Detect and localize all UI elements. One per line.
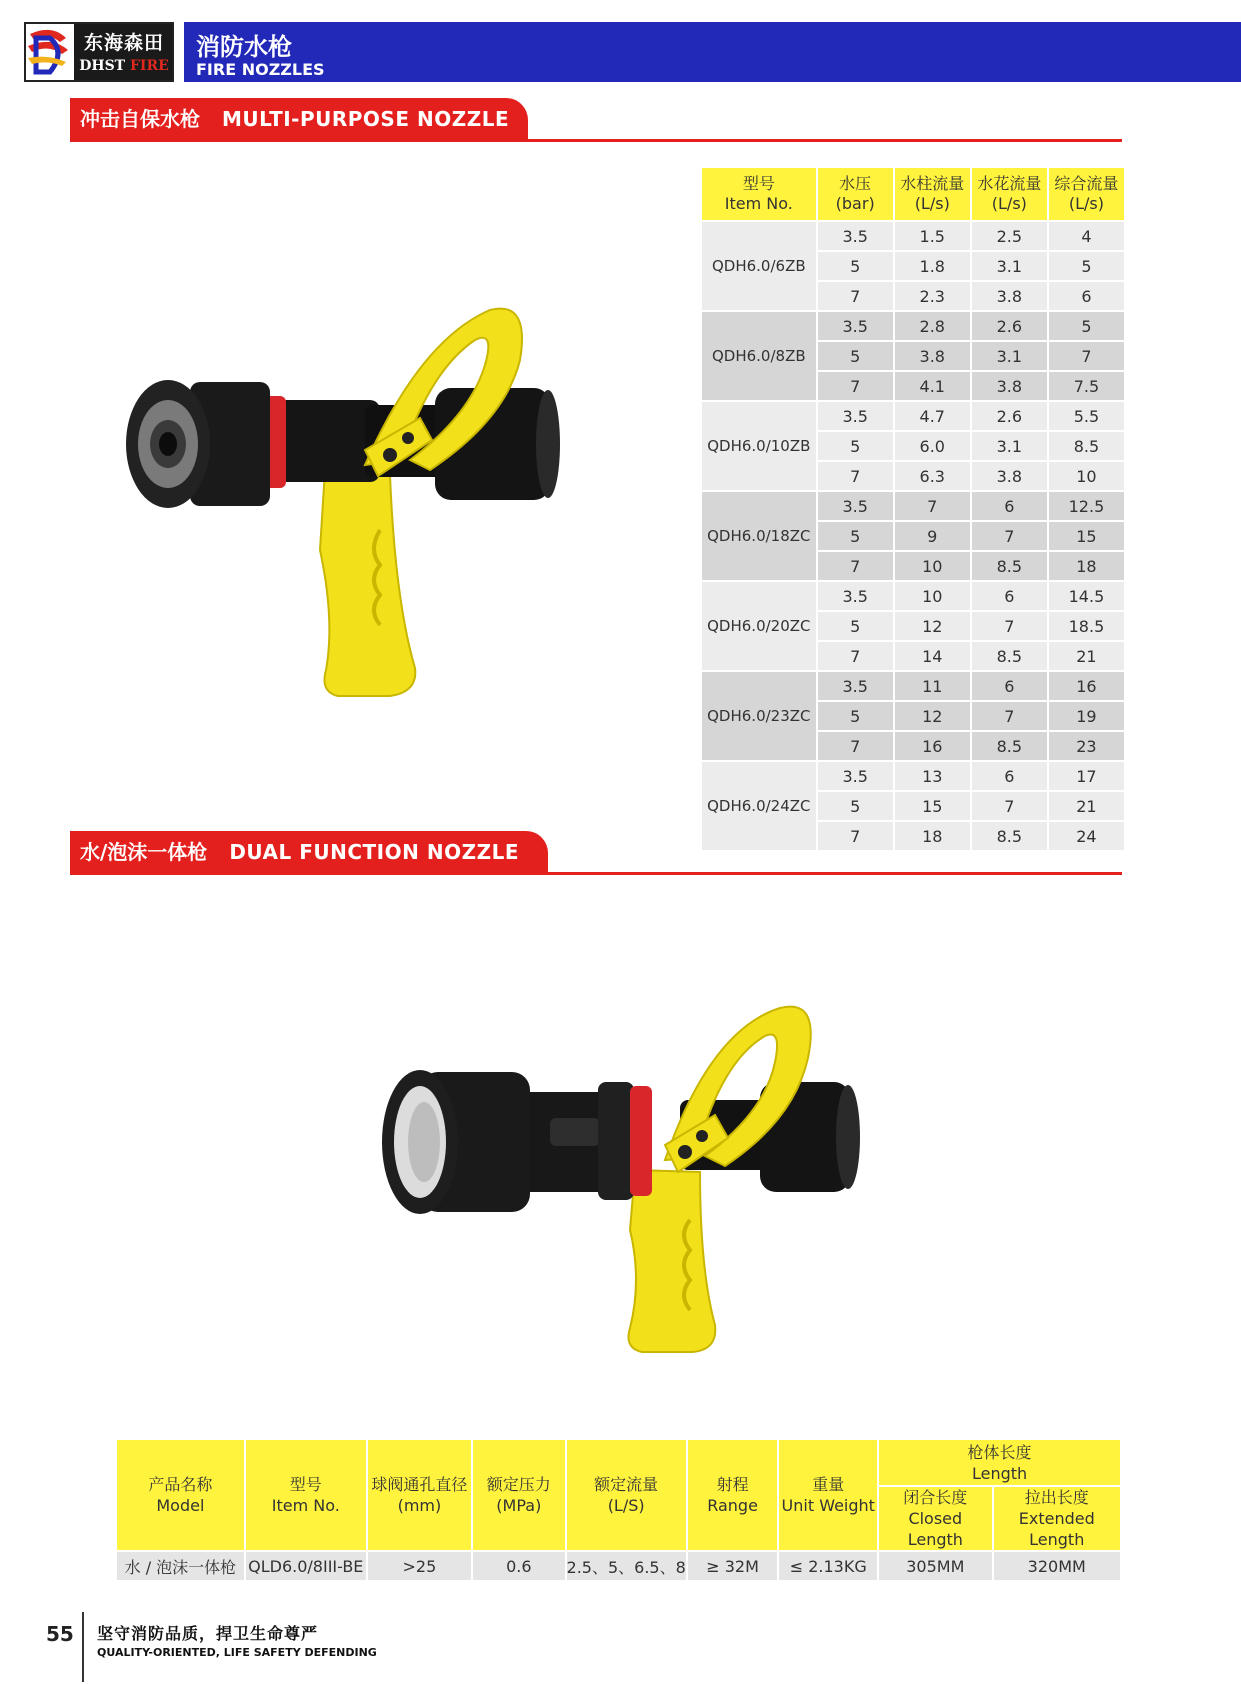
header-text-en: (L/S) <box>607 1496 645 1515</box>
col-header-pressure <box>473 1440 564 1550</box>
footer-slogan-cn: 坚守消防品质，捍卫生命尊严 <box>97 1624 319 1643</box>
section2-title-en: DUAL FUNCTION NOZZLE <box>229 840 519 864</box>
cell-closed-length: 305MM <box>879 1552 991 1580</box>
cell-weight: ≤ 2.13KG <box>779 1552 877 1580</box>
cell-jet-flow: 3.8 <box>895 342 970 370</box>
col-header-extended-length <box>994 1487 1121 1550</box>
col-header-spray-flow <box>972 168 1047 220</box>
cell-combined-flow: 24 <box>1049 822 1124 850</box>
cell-jet-flow: 10 <box>895 582 970 610</box>
cell-pressure: 7 <box>818 642 893 670</box>
cell-item-no: QDH6.0/10ZB <box>702 402 816 490</box>
cell-item-no: QDH6.0/18ZC <box>702 492 816 580</box>
col-header-item-no <box>246 1440 366 1550</box>
cell-spray-flow: 3.1 <box>972 252 1047 280</box>
footer-slogan-en: QUALITY-ORIENTED, LIFE SAFETY DEFENDING <box>97 1646 377 1659</box>
cell-pressure: 5 <box>818 792 893 820</box>
cell-spray-flow: 6 <box>972 492 1047 520</box>
table-row <box>702 402 1124 430</box>
col-header-model <box>117 1440 244 1550</box>
cell-spray-flow: 7 <box>972 522 1047 550</box>
logo-en-part-a: DHST <box>79 58 126 74</box>
cell-jet-flow: 18 <box>895 822 970 850</box>
cell-pressure: 3.5 <box>818 582 893 610</box>
col-header-bore <box>368 1440 471 1550</box>
cell-combined-flow: 5 <box>1049 312 1124 340</box>
cell-combined-flow: 6 <box>1049 282 1124 310</box>
cell-pressure: 3.5 <box>818 492 893 520</box>
table-header-row <box>702 168 1124 220</box>
cell-pressure: 5 <box>818 522 893 550</box>
cell-pressure: 0.6 <box>473 1552 564 1580</box>
cell-spray-flow: 3.8 <box>972 282 1047 310</box>
multi-purpose-spec-table <box>700 166 1126 852</box>
logo-en-part-b: FIRE <box>129 58 169 74</box>
cell-jet-flow: 13 <box>895 762 970 790</box>
cell-pressure: 3.5 <box>818 672 893 700</box>
table-row <box>702 312 1124 340</box>
cell-spray-flow: 6 <box>972 762 1047 790</box>
cell-jet-flow: 1.5 <box>895 222 970 250</box>
page-title-cn: 消防水枪 <box>196 33 292 61</box>
col-header-combined-flow <box>1049 168 1124 220</box>
logo-chinese-text: 东海森田 <box>83 32 164 54</box>
header-text-cn: 射程 <box>716 1475 749 1494</box>
cell-pressure: 5 <box>818 252 893 280</box>
cell-combined-flow: 21 <box>1049 642 1124 670</box>
cell-item-no: QDH6.0/24ZC <box>702 762 816 850</box>
cell-jet-flow: 12 <box>895 612 970 640</box>
col-header-range <box>688 1440 778 1550</box>
header-text-en: Range <box>707 1496 758 1515</box>
cell-combined-flow: 12.5 <box>1049 492 1124 520</box>
cell-combined-flow: 7.5 <box>1049 372 1124 400</box>
header-text-cn: 型号 <box>742 174 775 193</box>
cell-spray-flow: 3.8 <box>972 462 1047 490</box>
cell-spray-flow: 7 <box>972 612 1047 640</box>
table-row <box>702 762 1124 790</box>
header-text-en: Closed Length <box>907 1509 963 1549</box>
cell-combined-flow: 17 <box>1049 762 1124 790</box>
logo-emblem-icon <box>26 24 74 80</box>
cell-pressure: 5 <box>818 432 893 460</box>
footer-divider <box>82 1612 84 1682</box>
table-row <box>117 1552 1120 1580</box>
cell-pressure: 3.5 <box>818 312 893 340</box>
header-text-cn: 额定压力 <box>486 1475 551 1494</box>
cell-spray-flow: 3.1 <box>972 432 1047 460</box>
table-row <box>702 222 1124 250</box>
col-header-closed-length <box>879 1487 991 1550</box>
cell-combined-flow: 8.5 <box>1049 432 1124 460</box>
header-text-en: Unit Weight <box>781 1496 875 1515</box>
cell-spray-flow: 8.5 <box>972 552 1047 580</box>
cell-extended-length: 320MM <box>994 1552 1121 1580</box>
cell-spray-flow: 7 <box>972 792 1047 820</box>
header-text-en: Extended Length <box>1018 1509 1095 1549</box>
cell-jet-flow: 10 <box>895 552 970 580</box>
header-text-cn: 闭合长度 <box>903 1488 968 1507</box>
cell-pressure: 5 <box>818 612 893 640</box>
cell-spray-flow: 2.5 <box>972 222 1047 250</box>
cell-pressure: 3.5 <box>818 762 893 790</box>
section-title-multi-purpose <box>70 98 528 140</box>
section1-title-cn: 冲击自保水枪 <box>80 107 200 131</box>
header-text-en: (L/s) <box>991 194 1027 213</box>
header-text-cn: 产品名称 <box>148 1475 213 1494</box>
cell-pressure: 7 <box>818 282 893 310</box>
section2-rule <box>70 872 1122 875</box>
cell-jet-flow: 2.3 <box>895 282 970 310</box>
header-text-cn: 综合流量 <box>1054 174 1119 193</box>
section1-title-en: MULTI-PURPOSE NOZZLE <box>222 107 510 131</box>
cell-jet-flow: 7 <box>895 492 970 520</box>
header-bar <box>184 22 1241 82</box>
section-title-dual-function <box>70 831 548 873</box>
col-header-jet-flow <box>895 168 970 220</box>
header-text-en: (mm) <box>397 1496 442 1515</box>
dual-function-nozzle-image <box>380 1000 870 1360</box>
cell-combined-flow: 19 <box>1049 702 1124 730</box>
cell-pressure: 7 <box>818 822 893 850</box>
header-text-cn: 重量 <box>812 1475 845 1494</box>
cell-spray-flow: 2.6 <box>972 402 1047 430</box>
cell-combined-flow: 18 <box>1049 552 1124 580</box>
header-text-cn: 拉出长度 <box>1024 1488 1089 1507</box>
cell-spray-flow: 6 <box>972 672 1047 700</box>
header-text-cn: 球阀通孔直径 <box>371 1475 468 1494</box>
col-header-flow <box>567 1440 686 1550</box>
page-title-en: FIRE NOZZLES <box>196 60 325 79</box>
cell-spray-flow: 3.8 <box>972 372 1047 400</box>
cell-combined-flow: 16 <box>1049 672 1124 700</box>
col-header-item-no <box>702 168 816 220</box>
cell-jet-flow: 12 <box>895 702 970 730</box>
section2-title-cn: 水/泡沫一体枪 <box>80 840 208 864</box>
col-header-length <box>879 1440 1120 1485</box>
cell-jet-flow: 2.8 <box>895 312 970 340</box>
cell-jet-flow: 11 <box>895 672 970 700</box>
cell-spray-flow: 8.5 <box>972 642 1047 670</box>
cell-spray-flow: 8.5 <box>972 732 1047 760</box>
table-row <box>702 672 1124 700</box>
header-text-en: (L/s) <box>914 194 950 213</box>
cell-pressure: 5 <box>818 702 893 730</box>
header-text-cn: 枪体长度 <box>967 1442 1032 1462</box>
company-logo <box>24 22 174 82</box>
cell-combined-flow: 15 <box>1049 522 1124 550</box>
logo-english-text <box>76 58 172 78</box>
cell-combined-flow: 21 <box>1049 792 1124 820</box>
cell-item-no: QDH6.0/8ZB <box>702 312 816 400</box>
dual-function-spec-table <box>115 1438 1122 1582</box>
cell-jet-flow: 16 <box>895 732 970 760</box>
cell-combined-flow: 23 <box>1049 732 1124 760</box>
table-row <box>702 582 1124 610</box>
cell-jet-flow: 6.0 <box>895 432 970 460</box>
header-text-en: (L/s) <box>1068 194 1104 213</box>
cell-item-no: QDH6.0/23ZC <box>702 672 816 760</box>
multi-purpose-nozzle-image <box>110 300 580 710</box>
table-row <box>702 492 1124 520</box>
cell-pressure: 7 <box>818 732 893 760</box>
cell-pressure: 5 <box>818 342 893 370</box>
header-text-en: (bar) <box>835 194 875 213</box>
col-header-weight <box>779 1440 877 1550</box>
cell-combined-flow: 5.5 <box>1049 402 1124 430</box>
cell-spray-flow: 6 <box>972 582 1047 610</box>
cell-pressure: 7 <box>818 552 893 580</box>
cell-pressure: 3.5 <box>818 402 893 430</box>
cell-flow: 2.5、5、6.5、8 <box>567 1552 686 1580</box>
cell-combined-flow: 7 <box>1049 342 1124 370</box>
cell-bore: >25 <box>368 1552 471 1580</box>
cell-spray-flow: 7 <box>972 702 1047 730</box>
header-text-en: Item No. <box>724 194 793 213</box>
cell-pressure: 7 <box>818 462 893 490</box>
cell-jet-flow: 9 <box>895 522 970 550</box>
header-text-en: Length <box>971 1463 1028 1483</box>
header-text-cn: 水花流量 <box>977 174 1042 193</box>
cell-combined-flow: 4 <box>1049 222 1124 250</box>
cell-jet-flow: 6.3 <box>895 462 970 490</box>
cell-combined-flow: 10 <box>1049 462 1124 490</box>
table-header-row <box>117 1440 1120 1485</box>
header-text-cn: 水压 <box>839 174 872 193</box>
cell-item-no: QDH6.0/6ZB <box>702 222 816 310</box>
cell-item-no: QDH6.0/20ZC <box>702 582 816 670</box>
header-text-en: Model <box>156 1496 205 1515</box>
cell-jet-flow: 15 <box>895 792 970 820</box>
section1-rule <box>70 139 1122 142</box>
header-text-cn: 型号 <box>289 1475 322 1494</box>
cell-pressure: 3.5 <box>818 222 893 250</box>
page-number: 55 <box>46 1622 74 1646</box>
spec-table-body <box>702 222 1124 850</box>
header-text-cn: 水柱流量 <box>900 174 965 193</box>
cell-spray-flow: 2.6 <box>972 312 1047 340</box>
cell-jet-flow: 4.1 <box>895 372 970 400</box>
cell-model: 水 / 泡沫一体枪 <box>117 1552 244 1580</box>
cell-combined-flow: 5 <box>1049 252 1124 280</box>
header-text-cn: 额定流量 <box>594 1475 659 1494</box>
header-text-en: (MPa) <box>496 1496 542 1515</box>
cell-spray-flow: 8.5 <box>972 822 1047 850</box>
cell-combined-flow: 14.5 <box>1049 582 1124 610</box>
header-text-en: Item No. <box>271 1496 340 1515</box>
cell-range: ≥ 32M <box>688 1552 778 1580</box>
col-header-pressure <box>818 168 893 220</box>
cell-jet-flow: 1.8 <box>895 252 970 280</box>
cell-item-no: QLD6.0/8III-BE <box>246 1552 366 1580</box>
cell-spray-flow: 3.1 <box>972 342 1047 370</box>
cell-combined-flow: 18.5 <box>1049 612 1124 640</box>
cell-pressure: 7 <box>818 372 893 400</box>
cell-jet-flow: 14 <box>895 642 970 670</box>
cell-jet-flow: 4.7 <box>895 402 970 430</box>
